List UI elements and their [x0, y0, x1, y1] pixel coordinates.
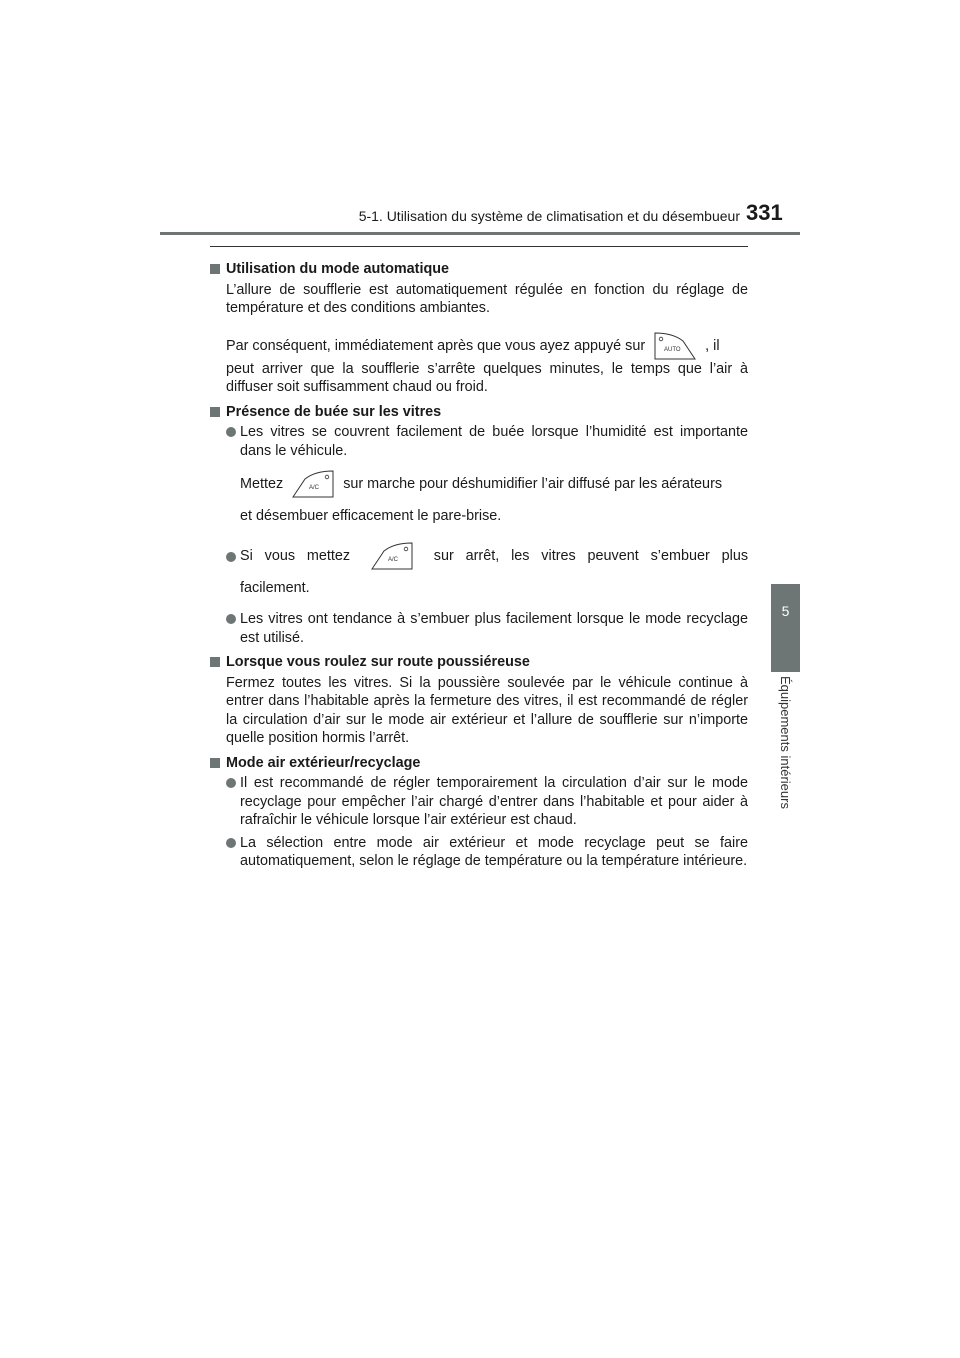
bullet-text: Les vitres ont tendance à s’embuer plus facilement lorsque le mode recyclage est utilisé.	[240, 611, 748, 646]
ac-button-icon	[368, 541, 416, 571]
ac-button-label: A/C	[387, 557, 398, 564]
section-heading	[210, 403, 748, 422]
bullet-item	[210, 834, 748, 871]
square-bullet-icon	[210, 657, 220, 667]
auto-button-label: AUTO	[664, 346, 681, 353]
bullet-item	[210, 538, 748, 606]
heading-text: Présence de buée sur les vitres	[226, 403, 442, 420]
bullet-text: La sélection entre mode air extérieur et mode recyclage peut se faire automatiquement, selon le réglage de température ou la température intérieure.	[240, 834, 748, 869]
bullet-item	[210, 610, 748, 647]
paragraph-with-icon	[210, 328, 748, 364]
text-after-icon: sur arrêt, les vitres peuvent s’embuer plus	[433, 548, 749, 564]
square-bullet-icon	[210, 758, 220, 768]
section-auto-mode	[210, 260, 748, 397]
paragraph: peut arriver que la soufflerie s’arrête quelques minutes, le temps que l’air à diffuser soit suffisamment chaud ou froid.	[226, 360, 748, 395]
paragraph-with-icon	[240, 466, 748, 502]
content-rule	[210, 246, 748, 247]
square-bullet-icon	[210, 407, 220, 417]
heading-text: Mode air extérieur/recyclage	[226, 754, 421, 771]
square-bullet-icon	[210, 264, 220, 274]
chapter-number: 5	[781, 603, 790, 619]
round-bullet-icon	[226, 838, 236, 848]
chapter-tab	[771, 584, 800, 672]
header-section-title: 5-1. Utilisation du système de climatisation et du désembueur	[358, 208, 740, 224]
header-rule	[160, 232, 800, 235]
text-before-icon: Par conséquent, immédiatement après que vous ayez appuyé sur	[226, 337, 646, 354]
bullet-text: facilement.	[240, 580, 310, 596]
text-before-icon: Mettez	[240, 476, 284, 492]
bullet-item	[210, 423, 748, 534]
round-bullet-icon	[226, 778, 236, 788]
bullet-text: Les vitres se couvrent facilement de buée lorsque l’humidité est importante dans le véhicule.	[240, 424, 748, 459]
paragraph-with-icon	[240, 538, 748, 574]
chapter-label: Équipements intérieurs	[778, 676, 793, 809]
section-heading	[210, 260, 748, 279]
heading-text: Utilisation du mode automatique	[226, 261, 450, 277]
section-fog	[210, 403, 748, 648]
paragraph: Fermez toutes les vitres. Si la poussière soulevée par le véhicule continue à entrer dans l’habitable après la fermeture des vitres, il est recommandé de régler la circulation d’air sur le mode air extérieur et l’allure de soufflerie sur n’importe quelle position hormis l’arrêt.	[226, 674, 748, 746]
round-bullet-icon	[226, 552, 236, 562]
round-bullet-icon	[226, 614, 236, 624]
ac-button-label: A/C	[309, 485, 320, 492]
section-recycle-mode	[210, 754, 748, 871]
page-content	[210, 260, 748, 877]
text-after-icon: , il	[705, 337, 720, 354]
section-dusty-road	[210, 653, 748, 748]
auto-button-icon	[651, 331, 699, 361]
section-heading	[210, 653, 748, 672]
ac-button-icon	[289, 469, 337, 499]
round-bullet-icon	[226, 427, 236, 437]
heading-text: Lorsque vous roulez sur route poussiéreuse	[226, 654, 530, 670]
bullet-text: et désembuer efficacement le pare-brise.	[240, 508, 502, 524]
bullet-text: Il est recommandé de régler temporairement la circulation d’air sur le mode recyclage pour empêcher l’air chargé d’entrer dans l’habitable et pour aider à rafraîchir le véhicule lorsque l’air extérieur est chaud.	[240, 775, 748, 828]
paragraph: L’allure de soufflerie est automatiquement régulée en fonction du réglage de température et des conditions ambiantes.	[226, 281, 748, 316]
section-heading	[210, 754, 748, 773]
text-after-icon: sur marche pour déshumidifier l’air diffusé par les aérateurs	[343, 476, 723, 492]
page-number: 331	[746, 200, 783, 225]
text-before-icon: Si vous mettez	[240, 548, 351, 564]
bullet-item	[210, 774, 748, 830]
